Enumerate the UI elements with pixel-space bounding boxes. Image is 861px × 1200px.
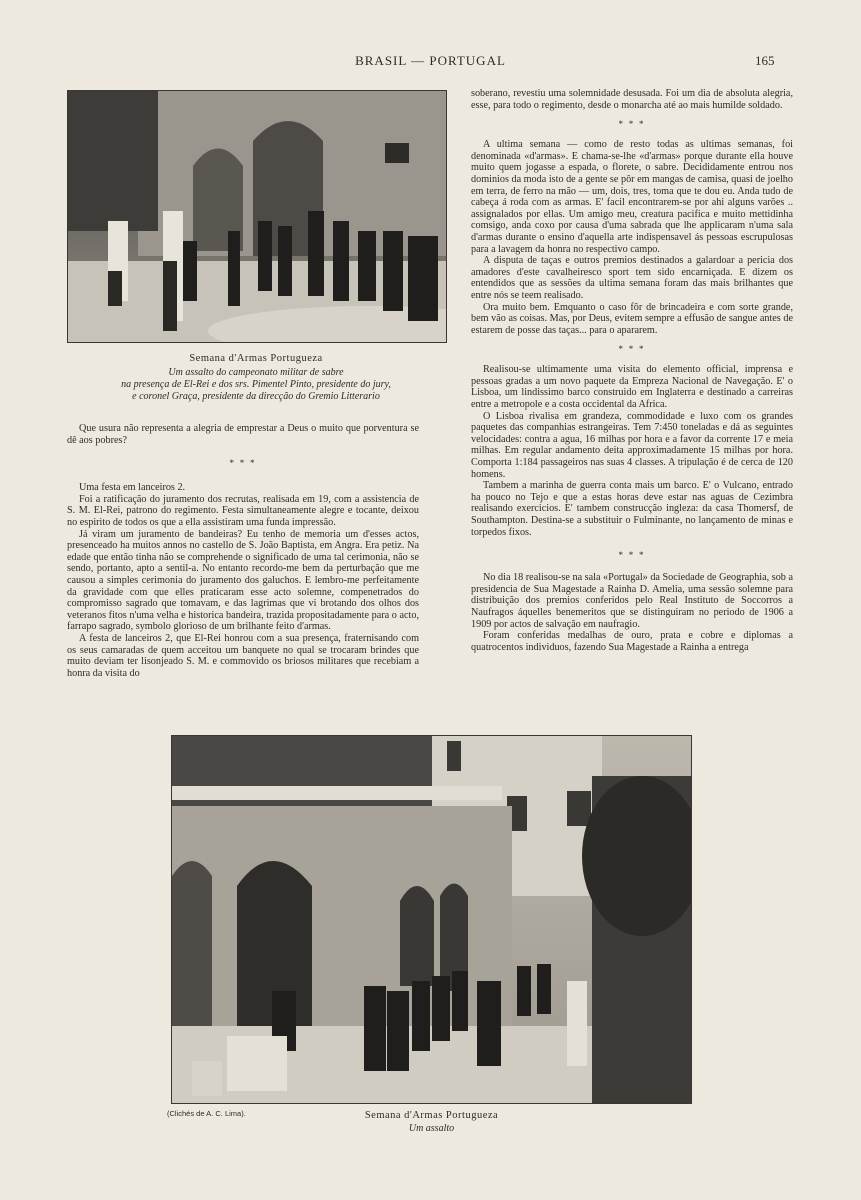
paragraph: A festa de lanceiros 2, que El-Rei honrou com a sua presença, fraternisando com os seus camaradas de quem acceitou um banquete no qual se trocaram brindes que muito deviam ter lisonjeado S. M. e commovido os briosos militares que recebiam a honra da visita do: [67, 632, 419, 679]
page-number: 165: [755, 53, 775, 68]
paragraph: Que usura não representa a alegria de emprestar a Deus o muito que porventura se dê aos pobres?: [67, 423, 419, 446]
fencing-bout-photo: [67, 90, 447, 343]
courtyard-assault-photo: [171, 735, 692, 1104]
section-separator: * * *: [229, 458, 257, 469]
top-photo-caption-line: na presença de El-Rei e dos srs. Pimentel Pinto, presidente do jury,: [121, 379, 391, 390]
top-photo-caption-line: e coronel Graça, presidente da direcção do Gremio Litterario: [132, 391, 380, 402]
top-photo-caption: [67, 353, 445, 403]
paragraph: No dia 18 realisou-se na sala «Portugal» da Sociedade de Geographia, sob a presidencia de Sua Magestade a Rainha D. Amelia, uma sessão solemne para distribuição dos premios conferidos pelo Real Instituto de Soccorros a Naufragos áquelles benemeritos que se distinguiram no periodo de 1906 a 1909 por actos de salvação em naufragio.: [471, 572, 793, 630]
bottom-photo-caption-sub: Um assalto: [408, 1123, 455, 1134]
paragraph: Realisou-se ultimamente uma visita do elemento official, imprensa e pessoas gradas a um novo paquete da Empreza Nacional de Navegação. E' o Lisboa, um lindissimo barco construido em Inglaterra e destinado a carreiras entre a metropole e a costa occidental da Africa.: [471, 364, 793, 411]
paragraph: soberano, revestiu uma solemnidade desusada. Foi um dia de absoluta alegria, esse, para todo o regimento, desde o monarcha até ao mais humilde soldado.: [471, 88, 793, 111]
bottom-photo-caption-title: Semana d'Armas Portugueza: [364, 1110, 499, 1121]
photo-credit: (Clichés de A. C. Lima).: [167, 1109, 246, 1118]
section-separator: * * *: [618, 344, 646, 355]
paragraph: A disputa de taças e outros premios destinados a galardoar a pericia dos amadores d'este cavalheiresco sport tem sido encarniçada. E dizem os entendidos que as sessões da ultima semana foram das mais brilhantes que entre nós se teem realisado.: [471, 255, 793, 301]
paragraph: Ora muito bem. Emquanto o caso fôr de brincadeira e com sorte grande, bem vão as coisas. Mas, por Deus, evitem sempre a effusão de sangue antes de estarem de posse das taças... para o apararem.: [471, 301, 793, 336]
section-separator: * * *: [618, 119, 646, 130]
bottom-photo-caption: [300, 1110, 563, 1135]
paragraph: O Lisboa rivalisa em grandeza, commodidade e luxo com os grandes paquetes das companhias estrangeiras. Tem 7:450 toneladas e dá as seguintes velocidades: contra a agua, 16 milhas por hora e a favor da corrente 17 e meia milhas. Em regular andamento deita approximadamente 15 milhas por hora. Comporta 1:184 passageiros nas suas 4 classes. A tripulação é de cerca de 120 homens.: [471, 410, 793, 480]
paragraph: Foram conferidas medalhas de ouro, prata e cobre e diplomas a quatrocentos individuos, fazendo Sua Magestade a Rainha a entrega: [471, 630, 793, 653]
right-column: [471, 88, 793, 653]
paragraph: Uma festa em lanceiros 2.: [79, 482, 186, 494]
left-column: [67, 423, 419, 679]
section-separator: * * *: [618, 550, 646, 561]
paragraph: Foi a ratificação do juramento dos recrutas, realisada em 19, com a assistencia de S. M. El-Rei, patrono do regimento. Festa simultaneamente alegre e tocante, deixou no espirito de todos os que a ella assistiram uma funda impressão.: [67, 493, 419, 528]
paragraph: Já viram um juramento de bandeiras? Eu tenho de memoria um d'esses actos, presenceado ha muitos annos no castello de S. João Baptista, em Angra. Era petiz. Na edade que então tinha não se comprehende o significado de uma tal cerimonia, não se sendo, portanto, apto a sentil-a. No entanto recordo-me bem da perturbação que me causou a simples cerimonia do juramento dos galuchos. E lembro-me perfeitamente da gravidade com que elles praticaram esse acto solemne, compenetrados do compromisso sagrado que tomavam, e das lagrimas que vi brotando dos olhos dos veteranos fitos n'uma velha e historica bandeira, trazida propositadamente para o acto, farrapo sagrado, symbolo glorioso de um brilhante feito d'armas.: [67, 528, 419, 633]
top-photo-caption-title: Semana d'Armas Portugueza: [189, 353, 323, 364]
paragraph: Tambem a marinha de guerra conta mais um barco. E' o Vulcano, entrado ha pouco no Tejo e que a estas horas deve estar nas aguas de Cezimbra realisando exercicios. E' tambem construcção ingleza: da casa Thomersf, de Southampton. Destina-se a substituir o Fulminante, no lançamento de minas e torpedos fixos.: [471, 480, 793, 538]
paragraph: A ultima semana — como de resto todas as ultimas semanas, foi denominada «d'armas». E chama-se-lhe «d'armas» porque durante ella houve muito quem jogasse a espada, o florete, o sabre. Decididamente entrou nos dominios da moda isto de a gente se pôr em mangas de camisa, quasi de joelho em terra, de ferro na mão — um, dois, tres, toma que te dou eu. Anda tudo de cabeça á roda com as armas. E' facil encontrarem-se por ahi alguns varões .. assignalados por ellas. Um amigo meu, creatura pacifica e muito mettidinha comsigo, anda coxo por causa d'uma sabrada que lhe applicaram n'uma sala d'armas durante o ensino d'aquella arte indispensavel ás pessoas escrupulosas para a lavagem da honra no respectivo campo.: [471, 139, 793, 255]
top-photo-caption-line: Um assalto do campeonato militar de sabre: [168, 367, 344, 378]
page-header-title: BRASIL — PORTUGAL: [355, 53, 506, 68]
